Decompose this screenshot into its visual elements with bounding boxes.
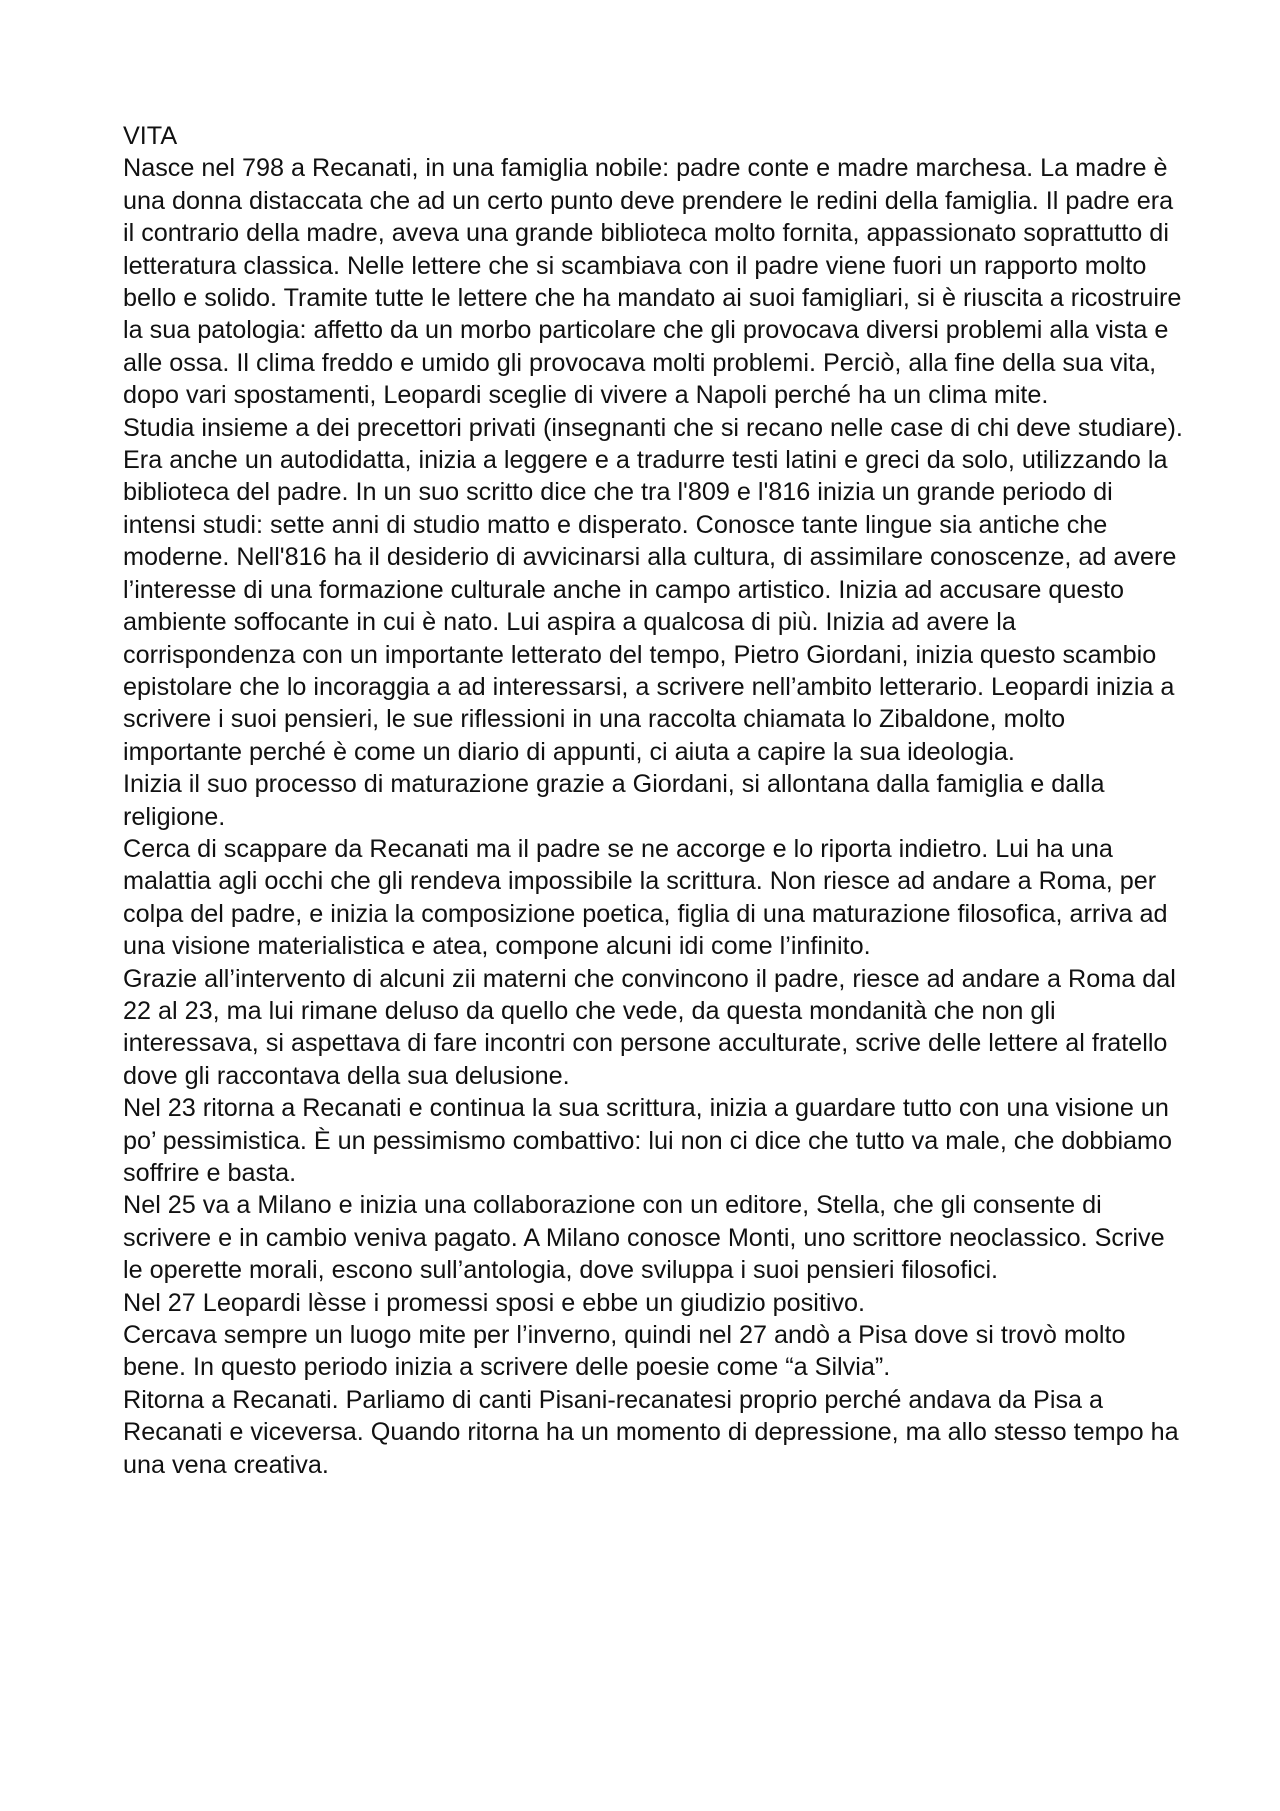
paragraph-pisa: Cercava sempre un luogo mite per l’inverno, quindi nel 27 andò a Pisa dove si trovò molto bene. In questo periodo inizia a scrivere delle poesie come “a Silvia”. xyxy=(123,1321,1126,1382)
paragraph-promessi-sposi: Nel 27 Leopardi lèsse i promessi sposi e ebbe un giudizio positivo. xyxy=(123,1288,866,1317)
section-title: VITA xyxy=(123,122,178,150)
paragraph-birth-family: Nasce nel 798 a Recanati, in una famiglia nobile: padre conte e madre marchesa. La madre è una donna distaccata che ad un certo punto deve prendere le redini della famiglia. Il padre era il contrario della madre, aveva una grande biblioteca molto fornita, appassionato soprattutto di letteratura classica. Nelle lettere che si scambiava con il padre viene fuori un rapporto molto bello e solido. Tramite tutte le lettere che ha mandato ai suoi famigliari, si è riuscita a ricostruire la sua patologia: affetto da un morbo particolare che gli provocava diversi problemi alla vista e alle ossa. Il clima freddo e umido gli provocava molti problemi. Perciò, alla fine della sua vita, dopo vari spostamenti, Leopardi sceglie di vivere a Napoli perché ha un clima mite. xyxy=(123,154,1182,410)
document-page xyxy=(123,120,1183,1481)
paragraph-studies: Studia insieme a dei precettori privati (insegnanti che si recano nelle case di chi deve studiare). Era anche un autodidatta, inizia a leggere e a tradurre testi latini e greci da solo, utilizzando la biblioteca del padre. In un suo scritto dice che tra l'809 e l'816 inizia un grande periodo di intensi studi: sette anni di studio matto e disperato. Conosce tante lingue sia antiche che moderne. Nell'816 ha il desiderio di avvicinarsi alla cultura, di assimilare conoscenze, ad avere l’interesse di una formazione culturale anche in campo artistico. Inizia ad accusare questo ambiente soffocante in cui è nato. Lui aspira a qualcosa di più. Inizia ad avere la corrispondenza con un importante letterato del tempo, Pietro Giordani, inizia questo scambio epistolare che lo incoraggia a ad interessarsi, a scrivere nell’ambito letterario. Leopardi inizia a scrivere i suoi pensieri, le sue riflessioni in una raccolta chiamata lo Zibaldone, molto importante perché è come un diario di appunti, ci aiuta a capire la sua ideologia. xyxy=(123,413,1183,766)
paragraph-rome: Grazie all’intervento di alcuni zii materni che convincono il padre, riesce ad andare a Roma dal 22 al 23, ma lui rimane deluso da quello che vede, da questa mondanità che non gli interessava, si aspettava di fare incontri con persone acculturate, scrive delle lettere al fratello dove gli raccontava della sua delusione. xyxy=(123,964,1176,1090)
paragraph-milan: Nel 25 va a Milano e inizia una collaborazione con un editore, Stella, che gli consente di scrivere e in cambio veniva pagato. A Milano conosce Monti, uno scrittore neoclassico. Scrive le operette morali, escono sull’antologia, dove sviluppa i suoi pensieri filosofici. xyxy=(123,1191,1165,1285)
paragraph-return-recanati: Nel 23 ritorna a Recanati e continua la sua scrittura, inizia a guardare tutto con una visione un po’ pessimistica. È un pessimismo combattivo: lui non ci dice che tutto va male, che dobbiamo soffrire e basta. xyxy=(123,1094,1173,1187)
paragraph-maturation: Inizia il suo processo di maturazione grazie a Giordani, si allontana dalla famiglia e dalla religione. xyxy=(123,770,1105,831)
paragraph-escape-attempt: Cerca di scappare da Recanati ma il padre se ne accorge e lo riporta indietro. Lui ha una malattia agli occhi che gli rendeva impossibile la scrittura. Non riesce ad andare a Roma, per colpa del padre, e inizia la composizione poetica, figlia di una maturazione filosofica, arriva ad una visione materialistica e atea, compone alcuni idi come l’infinito. xyxy=(123,834,1168,961)
paragraph-pisani-recanatesi: Ritorna a Recanati. Parliamo di canti Pisani-recanatesi proprio perché andava da Pisa a Recanati e viceversa. Quando ritorna ha un momento di depressione, ma allo stesso tempo ha una vena creativa. xyxy=(123,1385,1179,1479)
